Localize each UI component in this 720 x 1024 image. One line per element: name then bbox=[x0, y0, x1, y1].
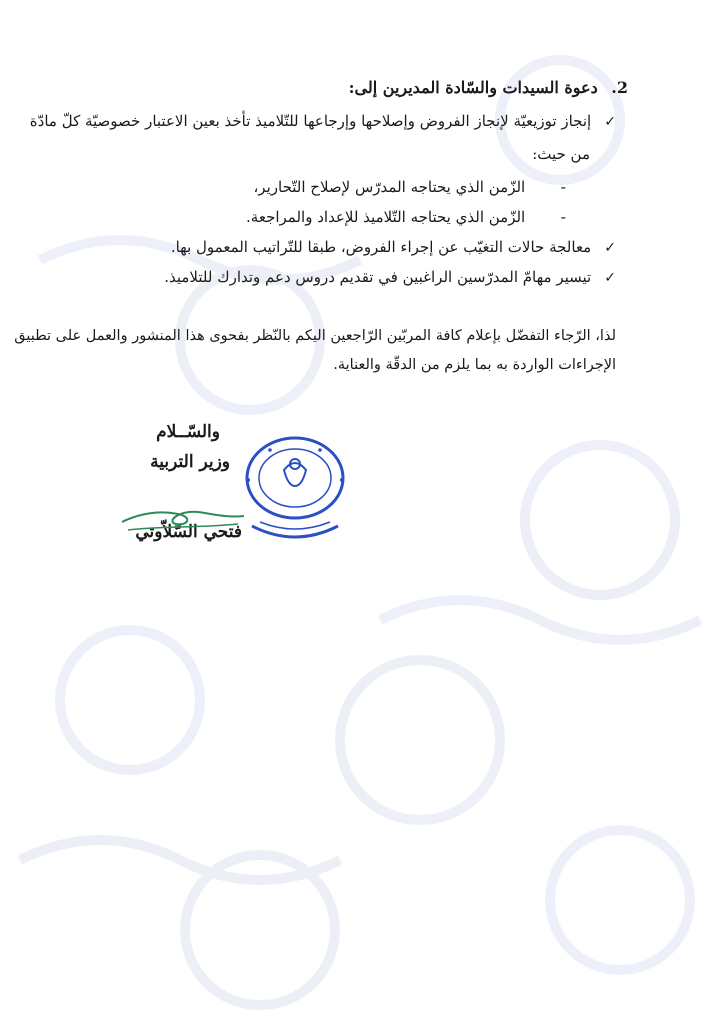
closing-salutation: والسّــلام bbox=[156, 422, 220, 442]
section-number: 2. bbox=[611, 78, 628, 97]
sub-list-item-text: الزّمن الذي يحتاجه المدرّس لإصلاح التّحارير، bbox=[253, 178, 526, 196]
sub-list-item-text: الزّمن الذي يحتاجه التّلاميذ للإعداد والمراجعة. bbox=[246, 208, 526, 226]
section-title: دعوة السيدات والسّادة المديرين إلى: bbox=[348, 78, 598, 97]
signatory-title: وزير التربية bbox=[150, 452, 230, 472]
dash-bullet: - bbox=[560, 178, 566, 196]
section-heading bbox=[68, 78, 628, 97]
list-item bbox=[30, 112, 616, 130]
check-icon: ✓ bbox=[604, 114, 616, 130]
list-item-text: معالجة حالات التغيّب عن إجراء الفروض، طبقا للتّراتيب المعمول بها. bbox=[170, 238, 592, 256]
list-item-text: إنجاز توزيعيّة لإنجاز الفروض وإصلاحها وإرجاعها للتّلاميذ تأخذ بعين الاعتبار خصوصيّة كلّ مادّة bbox=[29, 112, 592, 130]
paragraph-line: الإجراءات الواردة به بما يلزم من الدقّة والعناية. bbox=[333, 357, 616, 373]
list-item bbox=[164, 268, 616, 286]
sub-list-item bbox=[253, 178, 566, 196]
check-icon: ✓ bbox=[604, 240, 616, 256]
list-item bbox=[171, 238, 616, 256]
list-item-continuation: من حيث: bbox=[532, 145, 590, 163]
list-item-text: تيسير مهامّ المدرّسين الراغبين في تقديم دروس دعم وتدارك للتلاميذ. bbox=[164, 268, 592, 286]
dash-bullet: - bbox=[560, 208, 566, 226]
sub-list-item bbox=[246, 208, 566, 226]
check-icon: ✓ bbox=[604, 270, 616, 286]
handwritten-signature bbox=[118, 500, 248, 540]
signatory-name: فتحي السّلاّوتي bbox=[135, 522, 242, 542]
official-stamp bbox=[240, 430, 350, 550]
paragraph-line: لذا، الرّجاء التفضّل بإعلام كافة المربّين الرّاجعين اليكم بالنّظر بفحوى هذا المنشور والعمل على تطبيق bbox=[14, 328, 616, 344]
